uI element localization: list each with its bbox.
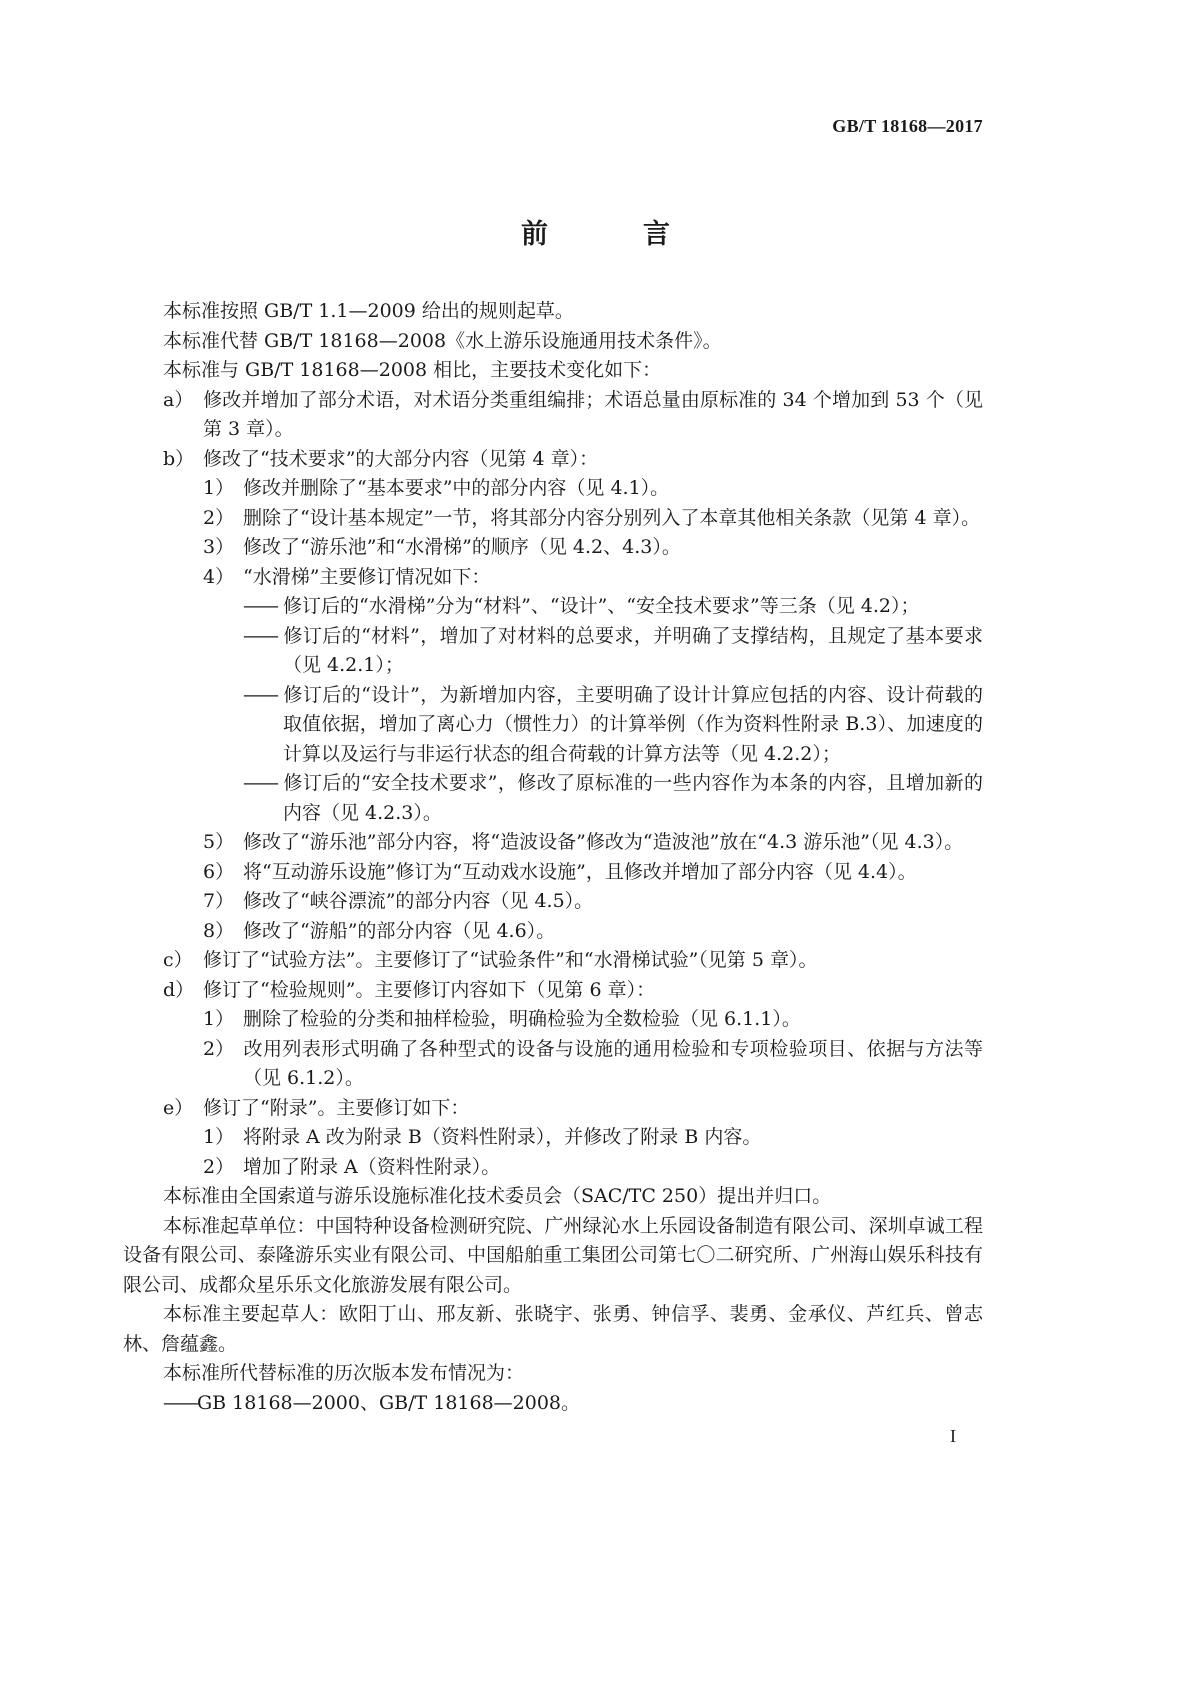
list-marker: c） [163, 949, 193, 971]
list-item [123, 504, 983, 534]
line-text: 将“互动游乐设施”修订为“互动戏水设施”，且修改并增加了部分内容（见 4.4）。 [243, 860, 917, 883]
line-text: 修改了“游乐池”和“水滑梯”的顺序（见 4.2、4.3）。 [243, 536, 681, 558]
list-marker: a） [163, 388, 194, 411]
list-marker: d） [163, 978, 195, 1001]
line-text: 修订了“试验方法”。主要修订了“试验条件”和“水滑梯试验”（见第 5 章）。 [203, 949, 818, 971]
paragraph [123, 297, 983, 327]
list-marker: 1） [203, 1126, 235, 1148]
list-item [123, 533, 983, 563]
line-text: 修改并删除了“基本要求”中的部分内容（见 4.1）。 [243, 477, 670, 499]
list-marker: 5） [203, 831, 235, 853]
list-item [123, 976, 983, 1006]
list-item [123, 828, 983, 858]
list-item [123, 592, 983, 622]
list-marker: 6） [203, 860, 235, 883]
list-marker: 2） [203, 506, 235, 529]
list-marker: 3） [203, 536, 235, 558]
list-marker: 2） [203, 1037, 235, 1060]
line-text: 本标准所代替标准的历次版本发布情况为： [163, 1362, 525, 1384]
line-text: 修改了“技术要求”的大部分内容（见第 4 章）： [203, 447, 599, 470]
line-text: 增加了附录 A（资料性附录）。 [243, 1155, 501, 1178]
list-marker: 1） [203, 477, 235, 499]
list-marker: 4） [203, 565, 235, 588]
list-item [123, 1035, 983, 1094]
list-marker: 2） [203, 1155, 235, 1178]
line-text: 本标准与 GB/T 18168—2008 相比，主要技术变化如下： [163, 359, 662, 381]
list-marker: —— [243, 772, 277, 794]
paragraph [123, 1359, 983, 1389]
line-text: 将附录 A 改为附录 B（资料性附录），并修改了附录 B 内容。 [243, 1126, 762, 1148]
list-marker: —— [243, 683, 277, 706]
list-item [123, 563, 983, 593]
page-title: 前 言 [521, 219, 704, 250]
line-text: 删除了检验的分类和抽样检验，明确检验为全数检验（见 6.1.1）。 [243, 1008, 801, 1030]
paragraph [123, 1212, 983, 1301]
line-text: 修订后的“安全技术要求”，修改了原标准的一些内容作为本条的内容，且增加新的内容（见 4.2.3）。 [283, 772, 983, 824]
list-marker: —— [163, 1391, 197, 1414]
line-text: “水滑梯”主要修订情况如下： [243, 565, 491, 588]
line-text: 修订后的“水滑梯”分为“材料”、“设计”、“安全技术要求”等三条（见 4.2）； [283, 595, 920, 617]
paragraph [123, 327, 983, 357]
line-text: 修改了“游船”的部分内容（见 4.6）。 [243, 919, 556, 942]
standard-code-header: GB/T 18168—2017 [832, 116, 983, 136]
list-item [123, 622, 983, 681]
line-text: 本标准由全国索道与游乐设施标准化技术委员会（SAC/TC 250）提出并归口。 [163, 1185, 832, 1207]
paragraph [123, 1300, 983, 1359]
list-item [123, 946, 983, 976]
line-text: 修订后的“材料”，增加了对材料的总要求，并明确了支撑结构，且规定了基本要求（见 4.2.1）； [283, 624, 983, 676]
list-item [123, 1094, 983, 1124]
list-item [123, 917, 983, 947]
list-item [123, 769, 983, 828]
line-text: 修订后的“设计”，为新增加内容，主要明确了设计计算应包括的内容、设计荷载的取值依据，增加了离心力（惯性力）的计算举例（作为资料性附录 B.3）、加速度的计算以及运行与非运行状态的组合荷载的计算方法等（见 4.2.2）； [283, 683, 983, 765]
line-text: 删除了“设计基本规定”一节，将其部分内容分别列入了本章其他相关条款（见第 4 章）。 [243, 506, 981, 529]
line-text: 修改了“游乐池”部分内容，将“造波设备”修改为“造波池”放在“4.3 游乐池”（见 4.3）。 [243, 831, 964, 853]
list-item [123, 474, 983, 504]
line-text: 本标准代替 GB/T 18168—2008《水上游乐设施通用技术条件》。 [163, 329, 722, 352]
list-marker: e） [163, 1096, 194, 1119]
line-text: 修订了“附录”。主要修订如下： [203, 1096, 470, 1119]
list-marker: 1） [203, 1008, 235, 1030]
list-item [123, 681, 983, 770]
list-marker: 7） [203, 890, 235, 912]
list-item [123, 1005, 983, 1035]
line-text: 本标准按照 GB/T 1.1—2009 给出的规则起草。 [163, 300, 574, 322]
line-text: 改用列表形式明确了各种型式的设备与设施的通用检验和专项检验项目、依据与方法等（见 6.1.2）。 [243, 1037, 983, 1089]
list-item [123, 445, 983, 475]
line-text: 本标准起草单位：中国特种设备检测研究院、广州绿沁水上乐园设备制造有限公司、深圳卓诚工程设备有限公司、泰隆游乐实业有限公司、中国船舶重工集团公司第七〇二研究所、广州海山娱乐科技有限公司、成都众星乐乐文化旅游发展有限公司。 [123, 1214, 983, 1296]
list-marker: —— [243, 624, 277, 647]
paragraph [123, 1389, 983, 1419]
line-text: 修改并增加了部分术语，对术语分类重组编排；术语总量由原标准的 34 个增加到 53 个（见第 3 章）。 [203, 388, 983, 440]
document-body [123, 297, 983, 1418]
list-item [123, 386, 983, 445]
paragraph [123, 1182, 983, 1212]
line-text: 本标准主要起草人：欧阳丁山、邢友新、张晓宇、张勇、钟信孚、裴勇、金承仪、芦红兵、曾志林、詹蕴鑫。 [123, 1303, 983, 1355]
list-item [123, 858, 983, 888]
page-number: I [950, 1426, 956, 1446]
line-text: GB 18168—2000、GB/T 18168—2008。 [197, 1391, 581, 1414]
list-item [123, 1153, 983, 1183]
list-marker: —— [243, 595, 277, 617]
paragraph [123, 356, 983, 386]
line-text: 修订了“检验规则”。主要修订内容如下（见第 6 章）： [203, 978, 656, 1001]
line-text: 修改了“峡谷漂流”的部分内容（见 4.5）。 [243, 890, 594, 912]
list-marker: 8） [203, 919, 235, 942]
list-item [123, 1123, 983, 1153]
list-item [123, 887, 983, 917]
list-marker: b） [163, 447, 195, 470]
